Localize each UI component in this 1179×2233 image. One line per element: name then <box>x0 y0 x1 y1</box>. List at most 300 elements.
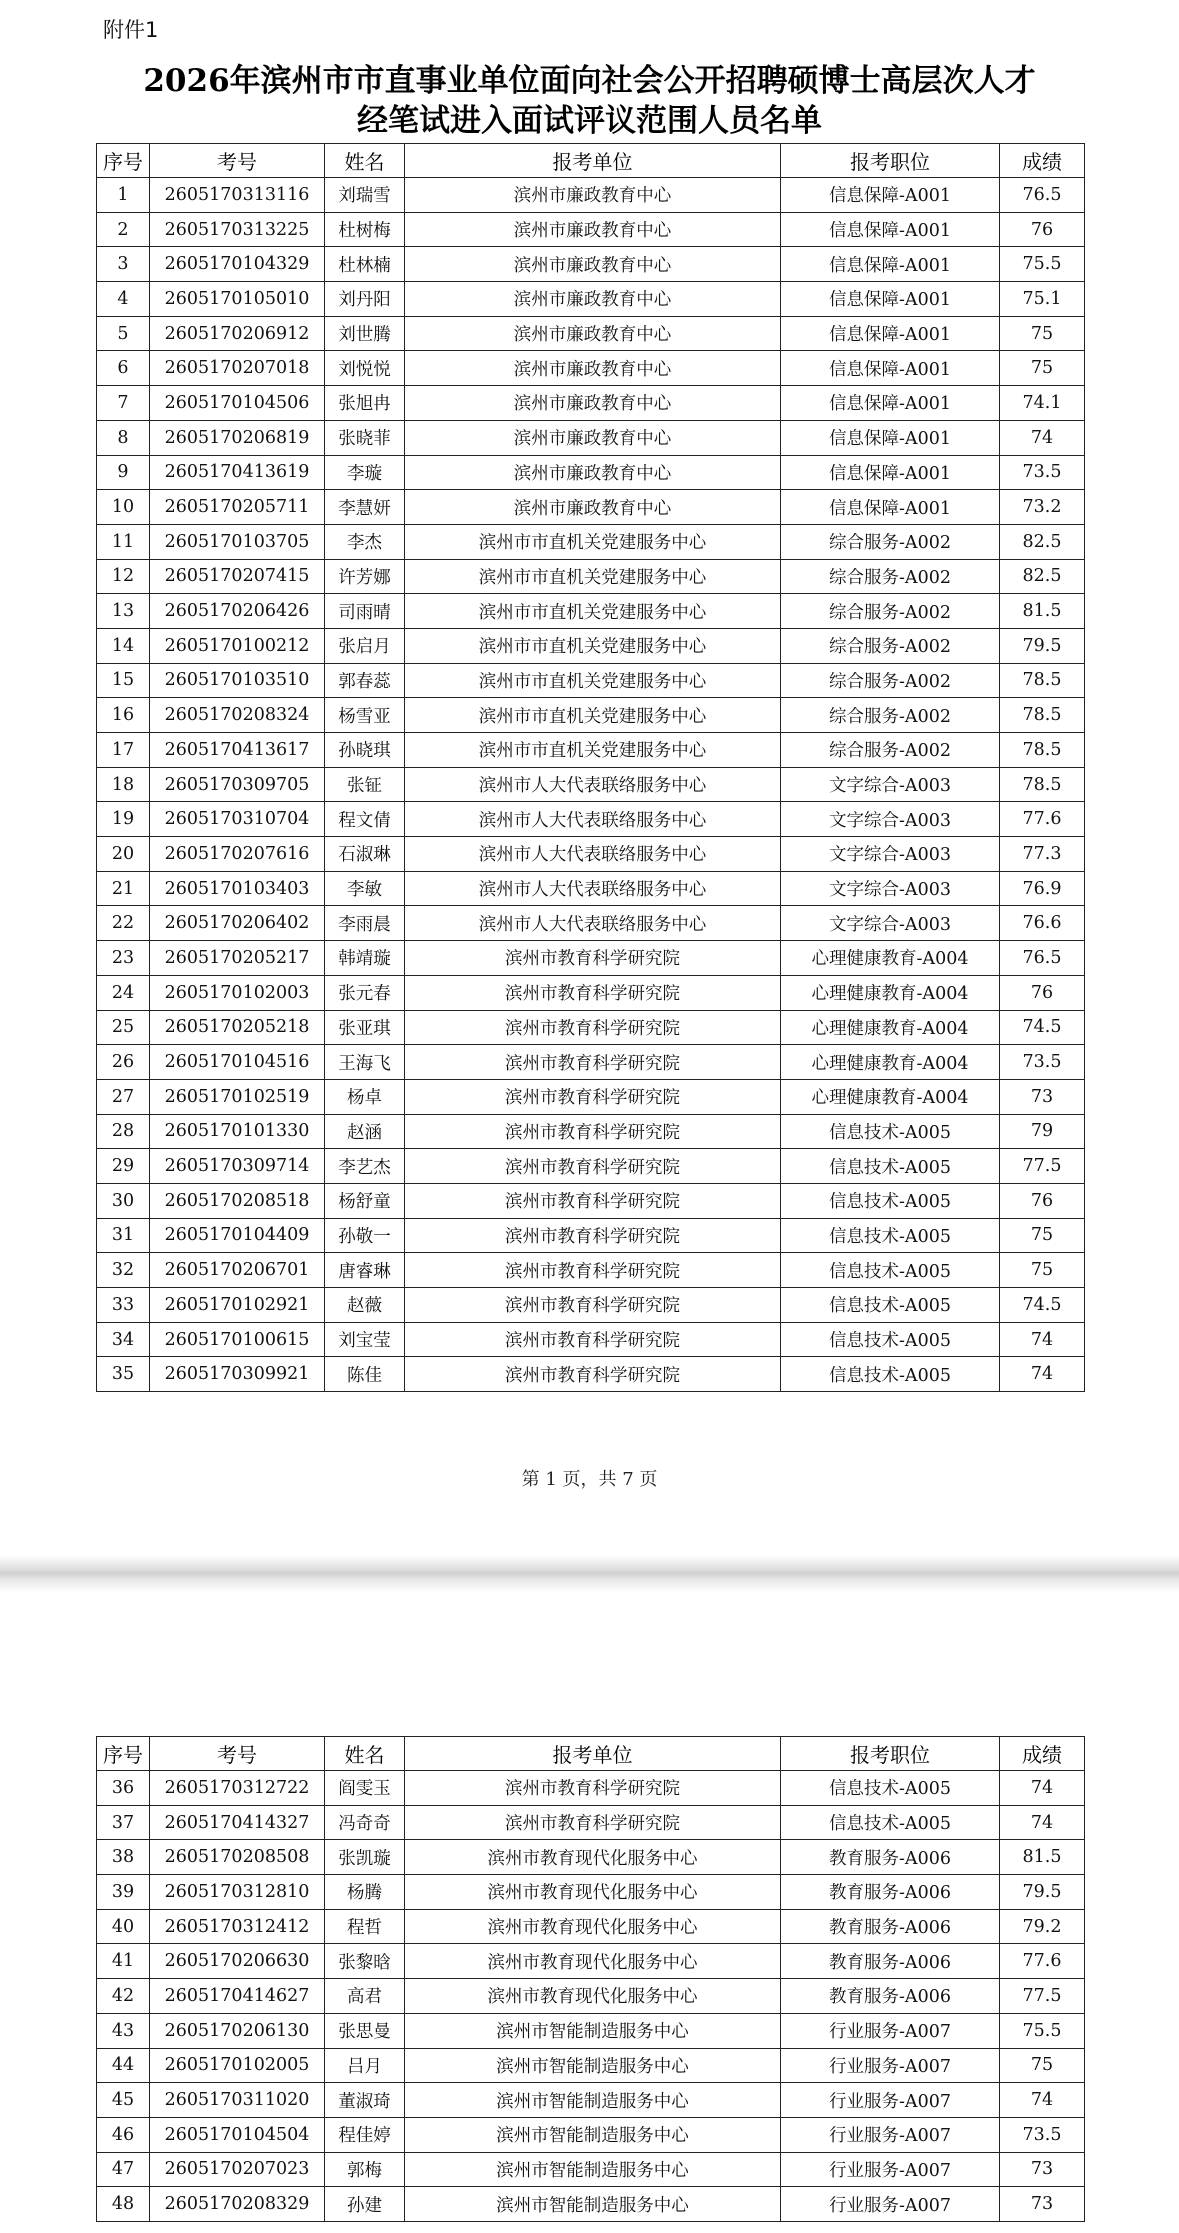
cell-score: 74.5 <box>1000 1010 1085 1045</box>
table-row <box>97 733 1085 768</box>
cell-score: 74 <box>1000 420 1085 455</box>
table-row <box>97 2048 1085 2083</box>
table-row <box>97 594 1085 629</box>
cell-position: 行业服务-A007 <box>781 2117 1000 2152</box>
cell-score: 73.5 <box>1000 2117 1085 2152</box>
table-row <box>97 1322 1085 1357</box>
cell-name: 李慧妍 <box>325 490 405 525</box>
cell-name: 杜树梅 <box>325 212 405 247</box>
cell-unit: 滨州市人大代表联络服务中心 <box>405 837 781 872</box>
cell-index: 34 <box>97 1322 150 1357</box>
cell-unit: 滨州市智能制造服务中心 <box>405 2048 781 2083</box>
cell-exam-no: 2605170208508 <box>150 1840 325 1875</box>
cell-name: 张亚琪 <box>325 1010 405 1045</box>
cell-name: 刘悦悦 <box>325 351 405 386</box>
cell-name: 杜林楠 <box>325 247 405 282</box>
table-row <box>97 351 1085 386</box>
cell-score: 74 <box>1000 1805 1085 1840</box>
cell-score: 74 <box>1000 1357 1085 1392</box>
cell-score: 78.5 <box>1000 698 1085 733</box>
cell-name: 孙敬一 <box>325 1218 405 1253</box>
cell-unit: 滨州市人大代表联络服务中心 <box>405 906 781 941</box>
cell-exam-no: 2605170104506 <box>150 386 325 421</box>
cell-score: 75 <box>1000 1218 1085 1253</box>
table-row <box>97 1114 1085 1149</box>
cell-unit: 滨州市人大代表联络服务中心 <box>405 802 781 837</box>
cell-name: 冯奇奇 <box>325 1805 405 1840</box>
cell-name: 程佳婷 <box>325 2117 405 2152</box>
cell-unit: 滨州市市直机关党建服务中心 <box>405 698 781 733</box>
cell-score: 79.5 <box>1000 1875 1085 1910</box>
cell-name: 李敏 <box>325 871 405 906</box>
table-row <box>97 1079 1085 1114</box>
cell-unit: 滨州市市直机关党建服务中心 <box>405 628 781 663</box>
cell-unit: 滨州市市直机关党建服务中心 <box>405 559 781 594</box>
cell-score: 78.5 <box>1000 733 1085 768</box>
table-row <box>97 767 1085 802</box>
table-row <box>97 906 1085 941</box>
col-header-exam-no: 考号 <box>150 144 325 178</box>
attachment-label: 附件1 <box>103 18 159 42</box>
table-row <box>97 1183 1085 1218</box>
table-row <box>97 1288 1085 1323</box>
cell-unit: 滨州市廉政教育中心 <box>405 212 781 247</box>
cell-position: 文字综合-A003 <box>781 871 1000 906</box>
cell-score: 74 <box>1000 1322 1085 1357</box>
cell-unit: 滨州市教育科学研究院 <box>405 1149 781 1184</box>
table-row <box>97 455 1085 490</box>
cell-index: 40 <box>97 1909 150 1944</box>
cell-index: 27 <box>97 1079 150 1114</box>
cell-score: 82.5 <box>1000 559 1085 594</box>
table-row <box>97 941 1085 976</box>
cell-score: 78.5 <box>1000 767 1085 802</box>
cell-score: 74.1 <box>1000 386 1085 421</box>
cell-score: 75.5 <box>1000 247 1085 282</box>
cell-score: 75.5 <box>1000 2013 1085 2048</box>
cell-index: 3 <box>97 247 150 282</box>
cell-index: 24 <box>97 975 150 1010</box>
cell-unit: 滨州市教育现代化服务中心 <box>405 1875 781 1910</box>
col-header-unit: 报考单位 <box>405 1737 781 1771</box>
cell-index: 46 <box>97 2117 150 2152</box>
table-row <box>97 698 1085 733</box>
cell-position: 信息保障-A001 <box>781 386 1000 421</box>
cell-index: 1 <box>97 178 150 213</box>
cell-index: 11 <box>97 524 150 559</box>
cell-unit: 滨州市教育现代化服务中心 <box>405 1909 781 1944</box>
cell-exam-no: 2605170104516 <box>150 1045 325 1080</box>
cell-score: 81.5 <box>1000 594 1085 629</box>
cell-exam-no: 2605170206819 <box>150 420 325 455</box>
cell-position: 综合服务-A002 <box>781 594 1000 629</box>
cell-index: 22 <box>97 906 150 941</box>
cell-position: 信息保障-A001 <box>781 282 1000 317</box>
cell-exam-no: 2605170312412 <box>150 1909 325 1944</box>
cell-unit: 滨州市教育科学研究院 <box>405 1771 781 1806</box>
cell-position: 教育服务-A006 <box>781 1944 1000 1979</box>
cell-score: 76 <box>1000 975 1085 1010</box>
cell-position: 心理健康教育-A004 <box>781 1010 1000 1045</box>
cell-index: 37 <box>97 1805 150 1840</box>
cell-score: 82.5 <box>1000 524 1085 559</box>
col-header-index: 序号 <box>97 144 150 178</box>
cell-score: 78.5 <box>1000 663 1085 698</box>
cell-name: 石淑琳 <box>325 837 405 872</box>
cell-exam-no: 2605170312810 <box>150 1875 325 1910</box>
cell-position: 文字综合-A003 <box>781 802 1000 837</box>
candidates-table-page-1 <box>96 143 1085 1392</box>
table-row <box>97 2083 1085 2118</box>
table-row <box>97 1979 1085 2014</box>
table-row <box>97 1909 1085 1944</box>
cell-name: 杨舒童 <box>325 1183 405 1218</box>
cell-index: 47 <box>97 2152 150 2187</box>
cell-index: 5 <box>97 316 150 351</box>
cell-unit: 滨州市教育科学研究院 <box>405 1288 781 1323</box>
cell-score: 73.5 <box>1000 1045 1085 1080</box>
cell-score: 79.2 <box>1000 1909 1085 1944</box>
cell-index: 9 <box>97 455 150 490</box>
cell-index: 7 <box>97 386 150 421</box>
cell-unit: 滨州市廉政教育中心 <box>405 455 781 490</box>
table-row <box>97 802 1085 837</box>
table-row <box>97 490 1085 525</box>
cell-score: 79 <box>1000 1114 1085 1149</box>
table-row <box>97 1357 1085 1392</box>
cell-exam-no: 2605170105010 <box>150 282 325 317</box>
cell-unit: 滨州市廉政教育中心 <box>405 351 781 386</box>
table-row <box>97 1771 1085 1806</box>
cell-position: 综合服务-A002 <box>781 663 1000 698</box>
table-row <box>97 559 1085 594</box>
table-row <box>97 316 1085 351</box>
cell-score: 75 <box>1000 2048 1085 2083</box>
cell-exam-no: 2605170102005 <box>150 2048 325 2083</box>
cell-name: 唐睿琳 <box>325 1253 405 1288</box>
cell-position: 综合服务-A002 <box>781 559 1000 594</box>
cell-position: 信息保障-A001 <box>781 212 1000 247</box>
cell-unit: 滨州市教育科学研究院 <box>405 1010 781 1045</box>
cell-exam-no: 2605170206402 <box>150 906 325 941</box>
cell-name: 刘宝莹 <box>325 1322 405 1357</box>
cell-exam-no: 2605170102921 <box>150 1288 325 1323</box>
cell-unit: 滨州市廉政教育中心 <box>405 316 781 351</box>
table-row <box>97 178 1085 213</box>
cell-exam-no: 2605170103403 <box>150 871 325 906</box>
col-header-name: 姓名 <box>325 144 405 178</box>
table-row <box>97 1875 1085 1910</box>
cell-index: 28 <box>97 1114 150 1149</box>
cell-unit: 滨州市智能制造服务中心 <box>405 2013 781 2048</box>
cell-name: 程哲 <box>325 1909 405 1944</box>
table-row <box>97 628 1085 663</box>
cell-position: 行业服务-A007 <box>781 2013 1000 2048</box>
table-row <box>97 1840 1085 1875</box>
cell-exam-no: 2605170413617 <box>150 733 325 768</box>
cell-name: 赵薇 <box>325 1288 405 1323</box>
cell-name: 张黎晗 <box>325 1944 405 1979</box>
cell-unit: 滨州市智能制造服务中心 <box>405 2117 781 2152</box>
cell-unit: 滨州市教育现代化服务中心 <box>405 1840 781 1875</box>
cell-exam-no: 2605170206912 <box>150 316 325 351</box>
table-row <box>97 1045 1085 1080</box>
table-header-row <box>97 144 1085 178</box>
cell-unit: 滨州市人大代表联络服务中心 <box>405 871 781 906</box>
cell-name: 赵涵 <box>325 1114 405 1149</box>
cell-unit: 滨州市廉政教育中心 <box>405 178 781 213</box>
cell-name: 韩靖璇 <box>325 941 405 976</box>
table-row <box>97 975 1085 1010</box>
candidates-table-page-2 <box>96 1736 1085 2222</box>
cell-exam-no: 2605170205218 <box>150 1010 325 1045</box>
table-row <box>97 282 1085 317</box>
cell-name: 孙晓琪 <box>325 733 405 768</box>
table-row <box>97 1218 1085 1253</box>
cell-name: 刘丹阳 <box>325 282 405 317</box>
cell-index: 26 <box>97 1045 150 1080</box>
col-header-unit: 报考单位 <box>405 144 781 178</box>
cell-position: 心理健康教育-A004 <box>781 975 1000 1010</box>
cell-index: 32 <box>97 1253 150 1288</box>
cell-position: 行业服务-A007 <box>781 2152 1000 2187</box>
table-row <box>97 524 1085 559</box>
cell-position: 综合服务-A002 <box>781 698 1000 733</box>
col-header-position: 报考职位 <box>781 144 1000 178</box>
cell-index: 39 <box>97 1875 150 1910</box>
cell-score: 73.5 <box>1000 455 1085 490</box>
cell-exam-no: 2605170312722 <box>150 1771 325 1806</box>
cell-unit: 滨州市教育科学研究院 <box>405 1805 781 1840</box>
table-row <box>97 420 1085 455</box>
cell-unit: 滨州市教育科学研究院 <box>405 1357 781 1392</box>
cell-position: 文字综合-A003 <box>781 767 1000 802</box>
cell-unit: 滨州市教育科学研究院 <box>405 941 781 976</box>
cell-position: 信息技术-A005 <box>781 1357 1000 1392</box>
cell-exam-no: 2605170207616 <box>150 837 325 872</box>
cell-index: 10 <box>97 490 150 525</box>
cell-unit: 滨州市廉政教育中心 <box>405 386 781 421</box>
cell-name: 阎雯玉 <box>325 1771 405 1806</box>
cell-unit: 滨州市教育科学研究院 <box>405 1253 781 1288</box>
cell-position: 信息保障-A001 <box>781 247 1000 282</box>
cell-unit: 滨州市教育现代化服务中心 <box>405 1979 781 2014</box>
cell-score: 73 <box>1000 2152 1085 2187</box>
cell-name: 孙建 <box>325 2187 405 2222</box>
cell-exam-no: 2605170103510 <box>150 663 325 698</box>
cell-position: 心理健康教育-A004 <box>781 941 1000 976</box>
cell-exam-no: 2605170310704 <box>150 802 325 837</box>
cell-name: 李璇 <box>325 455 405 490</box>
cell-name: 郭梅 <box>325 2152 405 2187</box>
cell-index: 18 <box>97 767 150 802</box>
cell-exam-no: 2605170104329 <box>150 247 325 282</box>
cell-position: 综合服务-A002 <box>781 524 1000 559</box>
cell-name: 张元春 <box>325 975 405 1010</box>
cell-exam-no: 2605170206630 <box>150 1944 325 1979</box>
cell-score: 77.6 <box>1000 1944 1085 1979</box>
cell-index: 25 <box>97 1010 150 1045</box>
cell-name: 杨腾 <box>325 1875 405 1910</box>
cell-name: 李艺杰 <box>325 1149 405 1184</box>
col-header-index: 序号 <box>97 1737 150 1771</box>
cell-exam-no: 2605170208518 <box>150 1183 325 1218</box>
cell-exam-no: 2605170413619 <box>150 455 325 490</box>
table-row <box>97 1010 1085 1045</box>
cell-score: 76 <box>1000 1183 1085 1218</box>
cell-name: 司雨晴 <box>325 594 405 629</box>
cell-position: 信息技术-A005 <box>781 1322 1000 1357</box>
cell-exam-no: 2605170207415 <box>150 559 325 594</box>
cell-position: 文字综合-A003 <box>781 906 1000 941</box>
cell-exam-no: 2605170207023 <box>150 2152 325 2187</box>
cell-unit: 滨州市廉政教育中心 <box>405 490 781 525</box>
cell-unit: 滨州市廉政教育中心 <box>405 247 781 282</box>
cell-index: 42 <box>97 1979 150 2014</box>
table-row <box>97 1944 1085 1979</box>
cell-exam-no: 2605170206701 <box>150 1253 325 1288</box>
cell-position: 信息技术-A005 <box>781 1253 1000 1288</box>
cell-position: 信息技术-A005 <box>781 1114 1000 1149</box>
cell-index: 48 <box>97 2187 150 2222</box>
cell-score: 75.1 <box>1000 282 1085 317</box>
cell-exam-no: 2605170414627 <box>150 1979 325 2014</box>
cell-index: 35 <box>97 1357 150 1392</box>
cell-exam-no: 2605170100212 <box>150 628 325 663</box>
cell-position: 教育服务-A006 <box>781 1909 1000 1944</box>
cell-position: 信息技术-A005 <box>781 1183 1000 1218</box>
cell-index: 38 <box>97 1840 150 1875</box>
cell-exam-no: 2605170100615 <box>150 1322 325 1357</box>
col-header-score: 成绩 <box>1000 1737 1085 1771</box>
cell-index: 41 <box>97 1944 150 1979</box>
cell-name: 杨雪亚 <box>325 698 405 733</box>
table-row <box>97 1253 1085 1288</box>
cell-unit: 滨州市廉政教育中心 <box>405 282 781 317</box>
cell-name: 王海飞 <box>325 1045 405 1080</box>
cell-position: 行业服务-A007 <box>781 2048 1000 2083</box>
cell-name: 张钲 <box>325 767 405 802</box>
table-row <box>97 837 1085 872</box>
table-row <box>97 247 1085 282</box>
cell-name: 吕月 <box>325 2048 405 2083</box>
document-page-2 <box>0 1592 1179 2233</box>
table-row <box>97 2117 1085 2152</box>
cell-position: 教育服务-A006 <box>781 1875 1000 1910</box>
cell-position: 综合服务-A002 <box>781 628 1000 663</box>
cell-name: 张启月 <box>325 628 405 663</box>
cell-index: 43 <box>97 2013 150 2048</box>
cell-score: 75 <box>1000 1253 1085 1288</box>
cell-name: 李雨晨 <box>325 906 405 941</box>
cell-score: 74 <box>1000 1771 1085 1806</box>
cell-exam-no: 2605170206130 <box>150 2013 325 2048</box>
cell-index: 36 <box>97 1771 150 1806</box>
cell-exam-no: 2605170104504 <box>150 2117 325 2152</box>
cell-unit: 滨州市教育科学研究院 <box>405 975 781 1010</box>
cell-exam-no: 2605170313225 <box>150 212 325 247</box>
cell-position: 心理健康教育-A004 <box>781 1045 1000 1080</box>
cell-score: 76.9 <box>1000 871 1085 906</box>
cell-index: 33 <box>97 1288 150 1323</box>
cell-unit: 滨州市市直机关党建服务中心 <box>405 524 781 559</box>
cell-position: 信息保障-A001 <box>781 490 1000 525</box>
cell-index: 15 <box>97 663 150 698</box>
cell-unit: 滨州市智能制造服务中心 <box>405 2152 781 2187</box>
cell-position: 信息保障-A001 <box>781 178 1000 213</box>
cell-position: 信息技术-A005 <box>781 1288 1000 1323</box>
document-title: 2026年滨州市市直事业单位面向社会公开招聘硕博士高层次人才 <box>143 63 1036 99</box>
cell-exam-no: 2605170309705 <box>150 767 325 802</box>
cell-unit: 滨州市市直机关党建服务中心 <box>405 733 781 768</box>
cell-exam-no: 2605170207018 <box>150 351 325 386</box>
cell-index: 8 <box>97 420 150 455</box>
cell-name: 李杰 <box>325 524 405 559</box>
cell-exam-no: 2605170206426 <box>150 594 325 629</box>
col-header-score: 成绩 <box>1000 144 1085 178</box>
cell-name: 郭春蕊 <box>325 663 405 698</box>
cell-name: 董淑琦 <box>325 2083 405 2118</box>
cell-position: 心理健康教育-A004 <box>781 1079 1000 1114</box>
cell-score: 77.5 <box>1000 1979 1085 2014</box>
cell-unit: 滨州市教育科学研究院 <box>405 1183 781 1218</box>
cell-name: 杨卓 <box>325 1079 405 1114</box>
cell-position: 教育服务-A006 <box>781 1979 1000 2014</box>
table-row <box>97 871 1085 906</box>
page-footer: 第 1 页，共 7 页 <box>521 1469 658 1490</box>
cell-score: 76.5 <box>1000 941 1085 976</box>
cell-position: 行业服务-A007 <box>781 2083 1000 2118</box>
cell-exam-no: 2605170311020 <box>150 2083 325 2118</box>
cell-score: 77.5 <box>1000 1149 1085 1184</box>
cell-index: 45 <box>97 2083 150 2118</box>
cell-exam-no: 2605170102003 <box>150 975 325 1010</box>
page-separator <box>0 1555 1179 1592</box>
cell-score: 74.5 <box>1000 1288 1085 1323</box>
cell-unit: 滨州市教育科学研究院 <box>405 1218 781 1253</box>
cell-score: 73 <box>1000 2187 1085 2222</box>
cell-index: 20 <box>97 837 150 872</box>
cell-index: 31 <box>97 1218 150 1253</box>
cell-score: 77.6 <box>1000 802 1085 837</box>
cell-position: 信息保障-A001 <box>781 351 1000 386</box>
cell-unit: 滨州市廉政教育中心 <box>405 420 781 455</box>
table-header-row <box>97 1737 1085 1771</box>
cell-index: 17 <box>97 733 150 768</box>
col-header-exam-no: 考号 <box>150 1737 325 1771</box>
cell-name: 张晓菲 <box>325 420 405 455</box>
cell-score: 76.5 <box>1000 178 1085 213</box>
cell-name: 程文倩 <box>325 802 405 837</box>
cell-exam-no: 2605170205217 <box>150 941 325 976</box>
cell-unit: 滨州市市直机关党建服务中心 <box>405 663 781 698</box>
cell-position: 教育服务-A006 <box>781 1840 1000 1875</box>
cell-position: 信息技术-A005 <box>781 1805 1000 1840</box>
cell-score: 74 <box>1000 2083 1085 2118</box>
table-row <box>97 2013 1085 2048</box>
cell-position: 信息保障-A001 <box>781 455 1000 490</box>
cell-score: 81.5 <box>1000 1840 1085 1875</box>
table-row <box>97 663 1085 698</box>
cell-position: 综合服务-A002 <box>781 733 1000 768</box>
cell-position: 文字综合-A003 <box>781 837 1000 872</box>
cell-index: 19 <box>97 802 150 837</box>
table-row <box>97 2187 1085 2222</box>
cell-unit: 滨州市教育科学研究院 <box>405 1322 781 1357</box>
cell-score: 76.6 <box>1000 906 1085 941</box>
cell-exam-no: 2605170205711 <box>150 490 325 525</box>
cell-position: 信息保障-A001 <box>781 316 1000 351</box>
